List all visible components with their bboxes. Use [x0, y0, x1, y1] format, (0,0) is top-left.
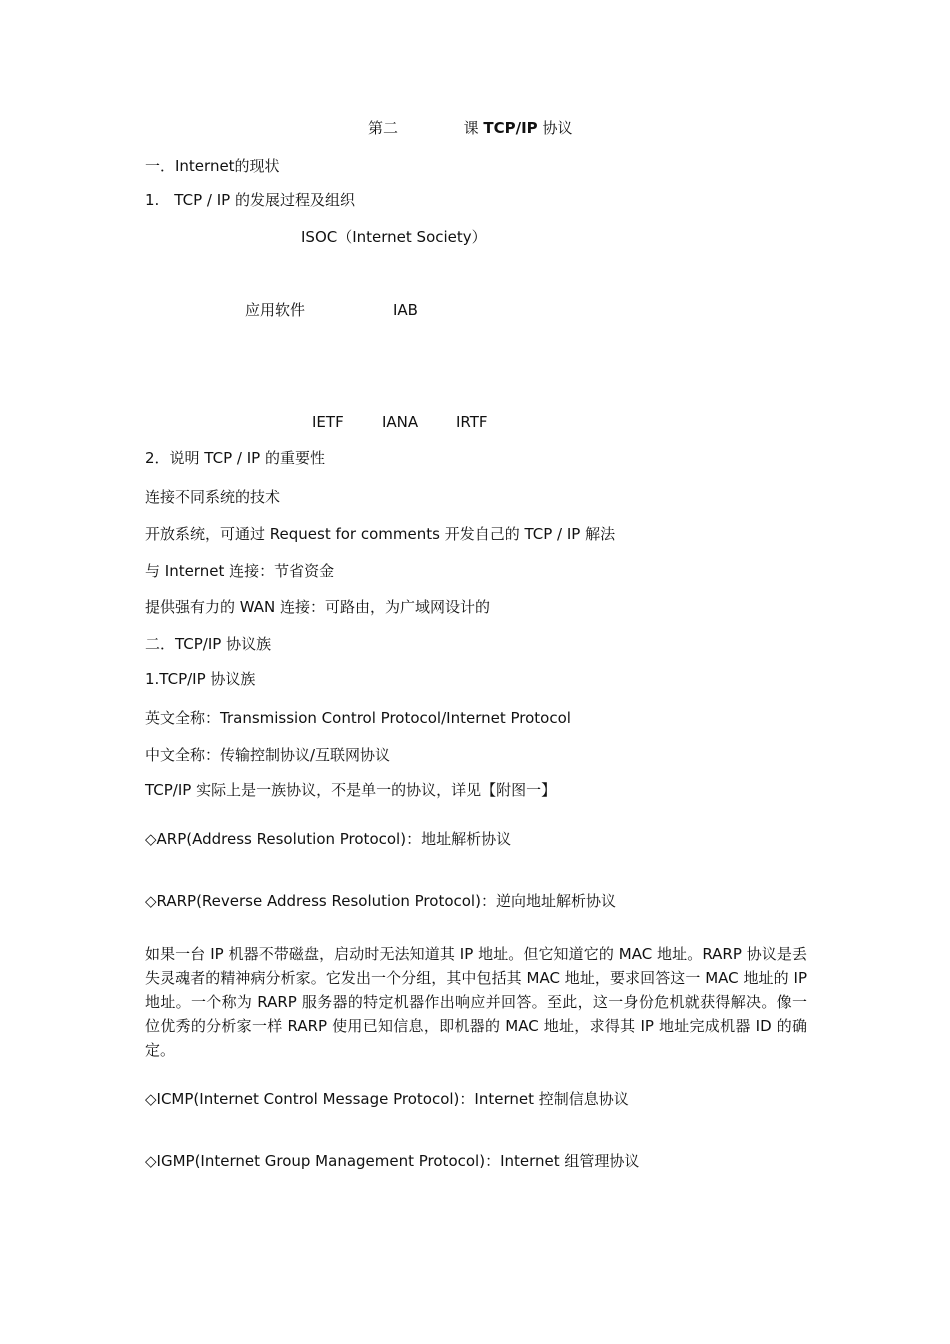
org-iana: IANA [382, 413, 419, 431]
org-irtf: IRTF [456, 413, 488, 431]
section1-item1: 1. TCP / IP 的发展过程及组织 [145, 191, 355, 209]
protocol-arp: ◇ARP(Address Resolution Protocol)：地址解析协议 [145, 830, 512, 848]
importance-line: 开放系统，可通过 Request for comments 开发自己的 TCP / IP 解法 [145, 525, 616, 543]
title-bold: TCP/IP [483, 119, 538, 137]
importance-line: 与 Internet 连接：节省资金 [145, 562, 335, 580]
protocol-rarp: ◇RARP(Reverse Address Resolution Protocol)：逆向地址解析协议 [145, 892, 616, 910]
chinese-name: 中文全称：传输控制协议/互联网协议 [145, 746, 391, 764]
protocol-igmp: ◇IGMP(Internet Group Management Protocol)：Internet 组管理协议 [145, 1152, 640, 1170]
importance-line: 连接不同系统的技术 [145, 488, 281, 506]
org-app-software: 应用软件 [245, 301, 306, 319]
family-note: TCP/IP 实际上是一族协议，不是单一的协议，详见【附图一】 [145, 781, 557, 799]
section1-heading: 一．Internet的现状 [145, 157, 280, 175]
org-isoc: ISOC（Internet Society） [301, 228, 487, 246]
page-title [368, 118, 572, 138]
title-part3: 协议 [542, 119, 573, 137]
section2-heading: 二．TCP/IP 协议族 [145, 635, 272, 653]
title-part2: 课 [463, 119, 479, 137]
protocol-icmp: ◇ICMP(Internet Control Message Protocol)：Internet 控制信息协议 [145, 1090, 629, 1108]
title-part1: 第二 [368, 119, 399, 137]
section2-item1: 1.TCP/IP 协议族 [145, 670, 256, 688]
org-iab: IAB [393, 301, 418, 319]
section1-item2: 2．说明 TCP / IP 的重要性 [145, 449, 325, 467]
english-name: 英文全称：Transmission Control Protocol/Internet Protocol [145, 709, 571, 727]
org-ietf: IETF [312, 413, 344, 431]
importance-line: 提供强有力的 WAN 连接：可路由，为广域网设计的 [145, 598, 491, 616]
rarp-paragraph: 如果一台 IP 机器不带磁盘，启动时无法知道其 IP 地址。但它知道它的 MAC 地址。RARP 协议是丢失灵魂者的精神病分析家。它发出一个分组，其中包括其 MAC 地址，要求回答这一 MAC 地址的 IP 地址。一个称为 RARP 服务器的特定机器作出响应并回答。至此，这一身份危机就获得解决。像一位优秀的分析家一样 RARP 使用已知信息，即机器的 MAC 地址，求得其 IP 地址完成机器 ID 的确定。 [145, 945, 807, 1059]
